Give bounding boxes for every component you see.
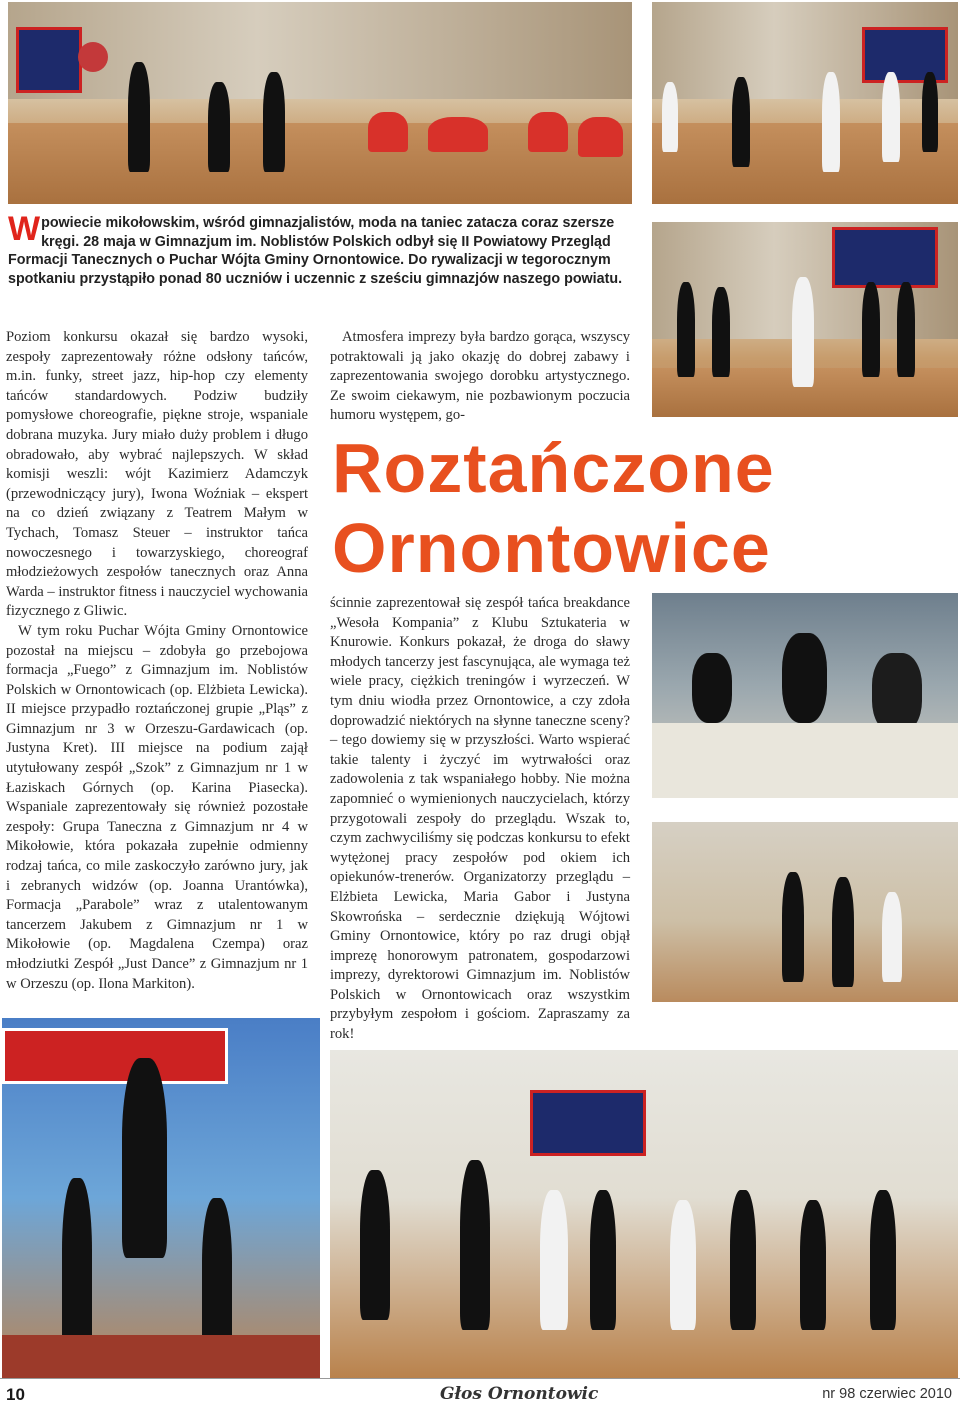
publication-logo: Głos Ornontowic bbox=[440, 1384, 599, 1404]
paragraph: Atmosfera imprezy była bardzo gorąca, wszyscy potraktowali ją jako okazję do dobrej zabawy i zaprezentowania swojego dorobku artystycznego. Ze swoim ciekawym, nie pozbawionym poczucia humoru występem, go- bbox=[330, 329, 630, 424]
title-line: Roztańczone bbox=[332, 429, 775, 507]
title-line: Ornontowice bbox=[332, 509, 771, 587]
photo-dancers-white bbox=[652, 2, 958, 204]
photo-acrobatic-dancers bbox=[2, 1018, 320, 1378]
drop-cap: W bbox=[8, 210, 41, 248]
paragraph: Poziom konkursu okazał się bardzo wysoki, zespoły zaprezentowały różne odsłony tańców, m.in. funky, street jazz, hip-hop czy elementy tańców standardowych. Podziw budziły pomysłowe choreografie, piękne stroje, wspaniale dobrana muzyka. Jury miało duży problem i długo obradowało, aby wybrać najlepszych. W skład komisji weszli: wójt Kazimierz Adamczyk (przewodniczący jury), Iwona Woźniak – ekspert na co dzień związany z Teatrem Małym w Tychach, Tomasz Steuer – instruktor tańca nowoczesnego i towarzyskiego, choreograf młodzieżowych zespołów tanecznych oraz Anna Warda – instruktor fitness i nauczyciel wychowania fizycznego z Gliwic. bbox=[6, 329, 308, 620]
page-number: 10 bbox=[6, 1385, 25, 1404]
photo-cheerleaders bbox=[8, 2, 632, 204]
photo-dance-group bbox=[652, 222, 958, 417]
page-footer bbox=[0, 1378, 960, 1409]
photo-award-ceremony bbox=[652, 822, 958, 1002]
paragraph: ścinnie zaprezentował się zespół tańca breakdance „Wesoła Kompania” z Klubu Sztukateria w Knurowie. Konkurs pokazał, że droga do sławy młodych tancerzy jest fascynująca, ale wymaga też wiele pracy, ciężkich treningów i wyrzeczeń. W tym dniu wiodła przez Ornontowice, a czy zdoła doprowadzić niektórych na słynne taneczne sceny? – tego dowiemy się w przyszłości. Warto wspierać takie talenty i życzyć im wytrwałości oraz zadowolenia z tak wspaniałego hobby. Nie można zapomnieć o wymienionych nauczycielach, którzy przygotowali zespoły do przeglądu. Wszak to, czym zachwyciliśmy się podczas konkursu to efekt wytężonej pracy zespołów pod okiem ich opiekunów-trenerów. Organizatorzy przeglądu – Elżbieta Lewicka, Maria Gabor i Justyna Skowrońska – serdecznie dziękują Wójtowi Gminy Ornontowice, który po raz drugi objął imprezę honorowym patronatem, gospodarzowi imprezy, dyrektorowi Gimnazjum im. Noblistów Polskich w Ornontowicach oraz wszystkim przybyłym zespołom i gościom. Zapraszamy za rok! bbox=[330, 595, 630, 1043]
photo-jury-table bbox=[652, 593, 958, 798]
paragraph: W tym roku Puchar Wójta Gminy Ornontowice pozostał na miejscu – zdobyła go przebojowa formacja „Fuego” z Gimnazjum im. Noblistów Polskich w Ornontowicach (op. Elżbieta Lewicka). II miejsce przypadło roztańczonej grupie „Pląs” z Gimnazjum nr 3 w Orzeszu-Gardawicach (op. Justyna Kret). III miejsce na podium zajął utytułowany zespół „Szok” z Gimnazjum nr 1 w Łaziskach Górnych (op. Karina Piasecka). Wspaniale zaprezentowały się również pozostałe zespoły: Grupa Taneczna z Gimnazjum nr 4 w Mikołowie, która pokazała zupełnie odmienny rodzaj tańca, co mile zaskoczyło zarówno jury, jak i zebranych widzów (op. Joanna Urantówka), Formacja „Parabole” wraz z utalentowanym tancerzem Jakubem z Gimnazjum nr 1 w Mikołowie (op. Magdalena Czempa) oraz młodziutki Zespół „Just Dance” z Gimnazjum nr 1 w Orzeszu (op. Ilona Markiton). bbox=[6, 622, 308, 992]
photo-all-teams bbox=[330, 1050, 958, 1378]
article-title bbox=[332, 428, 957, 588]
left-column bbox=[6, 328, 308, 994]
lede-text: powiecie mikołowskim, wśród gimnazjalistów, moda na taniec zatacza coraz szersze kręgi. 28 maja w Gimnazjum im. Noblistów Polskich odbył się II Powiatowy Przegląd Formacji Tanecznych o Puchar Wójta Gminy Ornontowice. Do rywalizacji w tegorocznym spotkaniu przystąpiło ponad 80 uczniów i uczennic z sześciu gimnazjów naszego powiatu. bbox=[8, 215, 623, 287]
issue-info: nr 98 czerwiec 2010 bbox=[822, 1386, 952, 1402]
middle-column bbox=[330, 328, 630, 426]
right-column bbox=[330, 594, 630, 1045]
lede-paragraph bbox=[8, 210, 640, 288]
